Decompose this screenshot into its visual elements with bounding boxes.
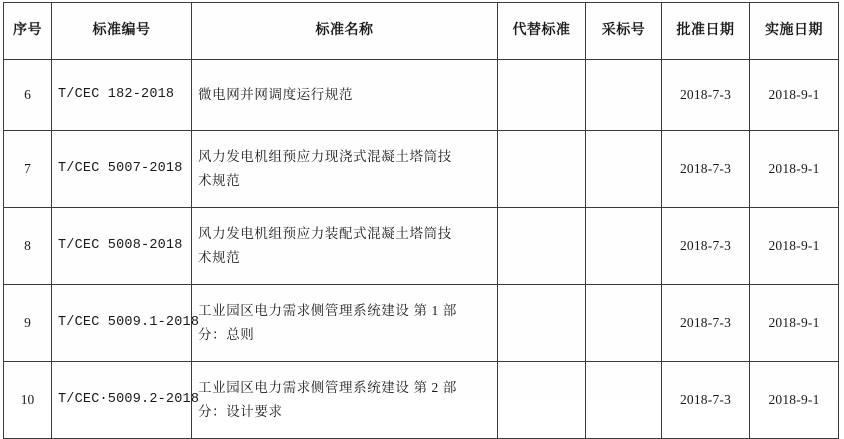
cell-standard-name-line-1: 风力发电机组预应力装配式混凝土塔筒技 (198, 225, 452, 241)
table-row (4, 60, 839, 131)
table-row (4, 362, 839, 439)
cell-standard-code: T/CEC 5009.1-2018 (52, 285, 192, 362)
cell-standard-name (192, 208, 498, 285)
document-page (0, 2, 844, 419)
cell-adopted-number (586, 362, 662, 439)
cell-approval-date: 2018-7-3 (662, 285, 750, 362)
table-header-row (4, 3, 839, 60)
cell-adopted-number (586, 60, 662, 131)
table-header (4, 3, 839, 60)
cell-standard-name (192, 285, 498, 362)
column-header-implementation-date: 实施日期 (750, 3, 839, 60)
column-header-replaced-standard: 代替标准 (498, 3, 586, 60)
cell-approval-date: 2018-7-3 (662, 362, 750, 439)
cell-implementation-date: 2018-9-1 (750, 362, 839, 439)
cell-standard-name-line-2: 术规范 (198, 249, 241, 265)
cell-standard-name-line-1: 微电网并网调度运行规范 (198, 86, 354, 102)
cell-standard-name-line-2: 术规范 (198, 172, 241, 188)
cell-standard-name-line-2: 分：设计要求 (198, 403, 283, 419)
cell-adopted-number (586, 131, 662, 208)
column-header-sequence: 序号 (4, 3, 52, 60)
table-body (4, 60, 839, 439)
cell-standard-name-line-2: 分：总则 (198, 326, 255, 342)
cell-replaced-standard (498, 208, 586, 285)
cell-approval-date: 2018-7-3 (662, 60, 750, 131)
cell-standard-code: T/CEC 5007-2018 (52, 131, 192, 208)
cell-replaced-standard (498, 60, 586, 131)
cell-approval-date: 2018-7-3 (662, 208, 750, 285)
cell-sequence: 8 (4, 208, 52, 285)
column-header-adopted-number: 采标号 (586, 3, 662, 60)
cell-implementation-date: 2018-9-1 (750, 208, 839, 285)
cell-standard-code: T/CEC 5008-2018 (52, 208, 192, 285)
column-header-standard-name: 标准名称 (192, 3, 498, 60)
table-row (4, 208, 839, 285)
cell-replaced-standard (498, 362, 586, 439)
cell-standard-code: T/CEC·5009.2-2018 (52, 362, 192, 439)
cell-implementation-date: 2018-9-1 (750, 285, 839, 362)
cell-approval-date: 2018-7-3 (662, 131, 750, 208)
cell-standard-name-line-1: 风力发电机组预应力现浇式混凝土塔筒技 (198, 148, 452, 164)
cell-replaced-standard (498, 131, 586, 208)
table-row (4, 285, 839, 362)
cell-standard-name (192, 60, 498, 131)
column-header-standard-code: 标准编号 (52, 3, 192, 60)
cell-adopted-number (586, 208, 662, 285)
cell-standard-code: T/CEC 182-2018 (52, 60, 192, 131)
cell-replaced-standard (498, 285, 586, 362)
cell-sequence: 10 (4, 362, 52, 439)
table-row (4, 131, 839, 208)
cell-standard-name (192, 131, 498, 208)
cell-implementation-date: 2018-9-1 (750, 131, 839, 208)
cell-adopted-number (586, 285, 662, 362)
cell-sequence: 7 (4, 131, 52, 208)
cell-standard-name (192, 362, 498, 439)
column-header-approval-date: 批准日期 (662, 3, 750, 60)
cell-standard-name-line-1: 工业园区电力需求侧管理系统建设 第 1 部 (198, 302, 457, 318)
cell-standard-name-line-1: 工业园区电力需求侧管理系统建设 第 2 部 (198, 379, 457, 395)
cell-implementation-date: 2018-9-1 (750, 60, 839, 131)
cell-sequence: 6 (4, 60, 52, 131)
standards-table (3, 2, 839, 439)
cell-sequence: 9 (4, 285, 52, 362)
